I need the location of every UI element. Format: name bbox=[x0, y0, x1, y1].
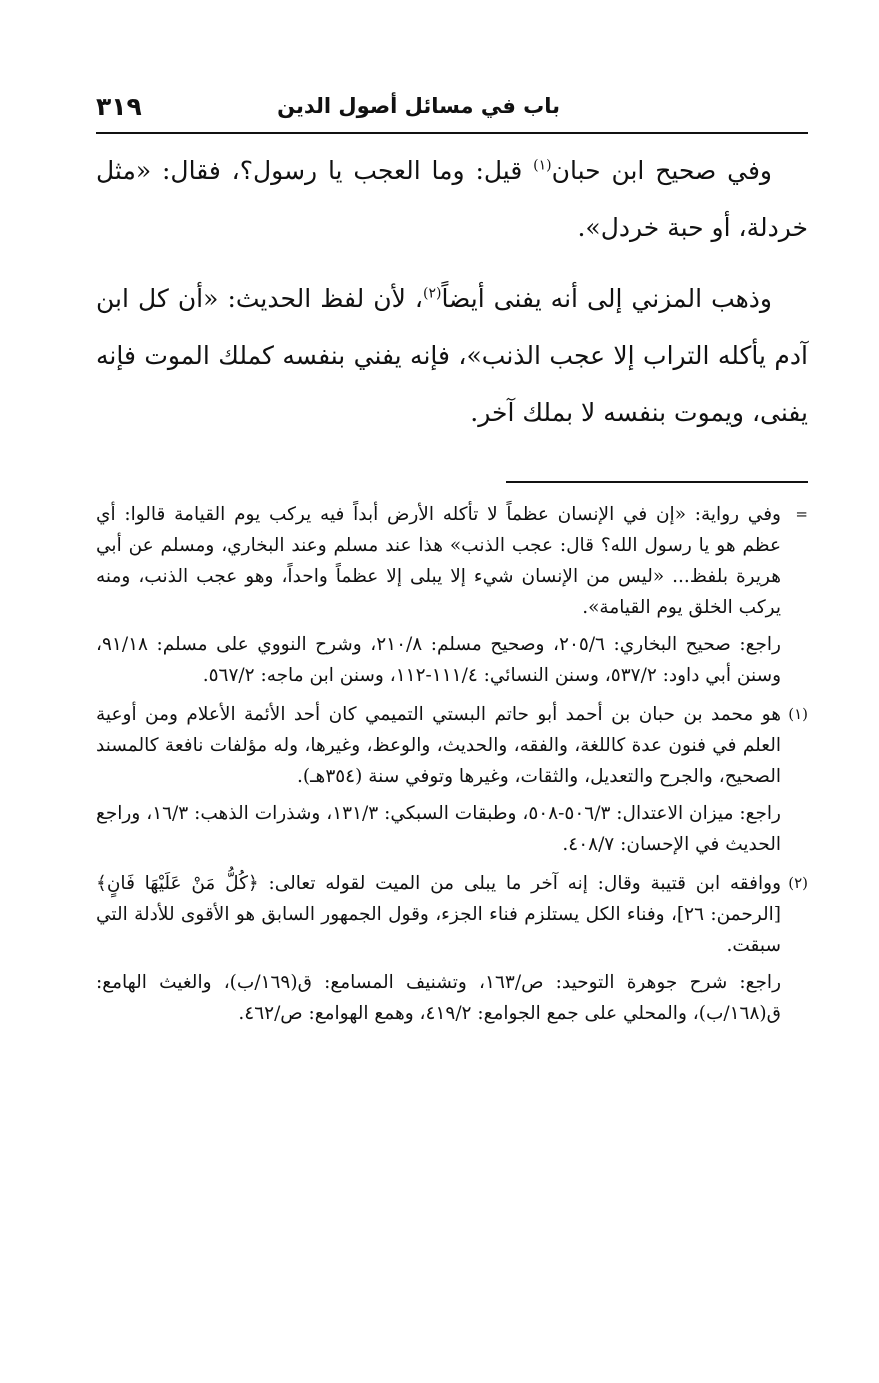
body-text: وذهب المزني إلى أنه يفنى أيضاً bbox=[441, 284, 773, 313]
footnote-2 bbox=[96, 868, 808, 1029]
footnote-paragraph: ووافقه ابن قتيبة وقال: إنه آخر ما يبلى من الميت لقوله تعالى: ﴿كُلُّ مَنْ عَلَيْهَا فَانٍ﴾ [الرحمن: ٢٦]، وفناء الكل يستلزم فناء الجزء، وقول الجمهور السابق هو الأقوى للأدلة التي سبقت. bbox=[96, 873, 782, 956]
book-page bbox=[96, 88, 808, 1029]
footnote-paragraph: هو محمد بن حبان بن أحمد أبو حاتم البستي التميمي كان أحد الأئمة الأعلام ومن أوعية العلم في فنون عدة كاللغة، والفقه، والحديث، والوعظ، وغيرها، وله مؤلفات نافعة كالمسند الصحيح، والجرح والتعديل، والثقات، وغيرها وتوفي سنة (٣٥٤هـ). bbox=[96, 704, 781, 787]
footnotes bbox=[96, 499, 808, 1029]
footnote-marker: (١) bbox=[788, 705, 808, 723]
footnote-reference-1: (١) bbox=[533, 157, 552, 174]
footnote-reference-2: (٢) bbox=[422, 285, 442, 302]
page-number: ٣١٩ bbox=[96, 92, 142, 121]
footnote-paragraph: وفي رواية: «إن في الإنسان عظماً لا تأكله الأرض أبداً فيه يركب يوم القيامة قالوا: أي عظم هو يا رسول الله؟ قال: عجب الذنب» هذا عند مسلم وعند البخاري، ومسلم عن أبي هريرة بلفظ... «ليس من الإنسان شيء إلا يبلى إلا عظماً واحداً، وهو عجب الذنب، ومنه يركب الخلق يوم القيامة». bbox=[96, 504, 781, 618]
footnote-marker: = bbox=[795, 505, 808, 523]
body-text: قيل: وما العجب يا رسول؟، فقال: «مثل خردلة، أو حبة خردل». bbox=[96, 156, 808, 242]
footnote-paragraph: راجع: شرح جوهرة التوحيد: ص/١٦٣، وتشنيف المسامع: ق(١٦٩/ب)، والغيث الهامع: ق(١٦٨/ب)، والمحلي على جمع الجوامع: ٤١٩/٢، وهمع الهوامع: ص/٤٦٢. bbox=[96, 972, 782, 1024]
footnote-marker: (٢) bbox=[788, 874, 808, 892]
footnote-paragraph: راجع: ميزان الاعتدال: ٥٠٦/٣-٥٠٨، وطبقات السبكي: ١٣١/٣، وشذرات الذهب: ١٦/٣، وراجع الحديث في الإحسان: ٤٠٨/٧. bbox=[96, 803, 781, 855]
footnote-1 bbox=[96, 699, 808, 860]
running-header bbox=[96, 88, 808, 134]
body-text: ، لأن لفظ الحديث: «أن كل ابن آدم يأكله التراب إلا عجب الذنب»، فإنه يفني بنفسه كملك الموت فإنه يفنى، ويموت بنفسه لا بملك آخر. bbox=[96, 284, 808, 427]
body-text: وفي صحيح ابن حبان bbox=[551, 156, 772, 185]
footnote-separator bbox=[506, 481, 808, 483]
body-paragraph-1 bbox=[96, 142, 808, 256]
chapter-title: باب في مسائل أصول الدين bbox=[277, 94, 560, 118]
main-text bbox=[96, 142, 808, 441]
footnote-continued bbox=[96, 499, 808, 691]
body-paragraph-2 bbox=[96, 270, 808, 441]
footnote-paragraph: راجع: صحيح البخاري: ٢٠٥/٦، وصحيح مسلم: ٢١٠/٨، وشرح النووي على مسلم: ٩١/١٨، وسنن أبي داود: ٥٣٧/٢، وسنن النسائي: ١١١/٤-١١٢، وسنن ابن ماجه: ٥٦٧/٢. bbox=[96, 634, 781, 686]
